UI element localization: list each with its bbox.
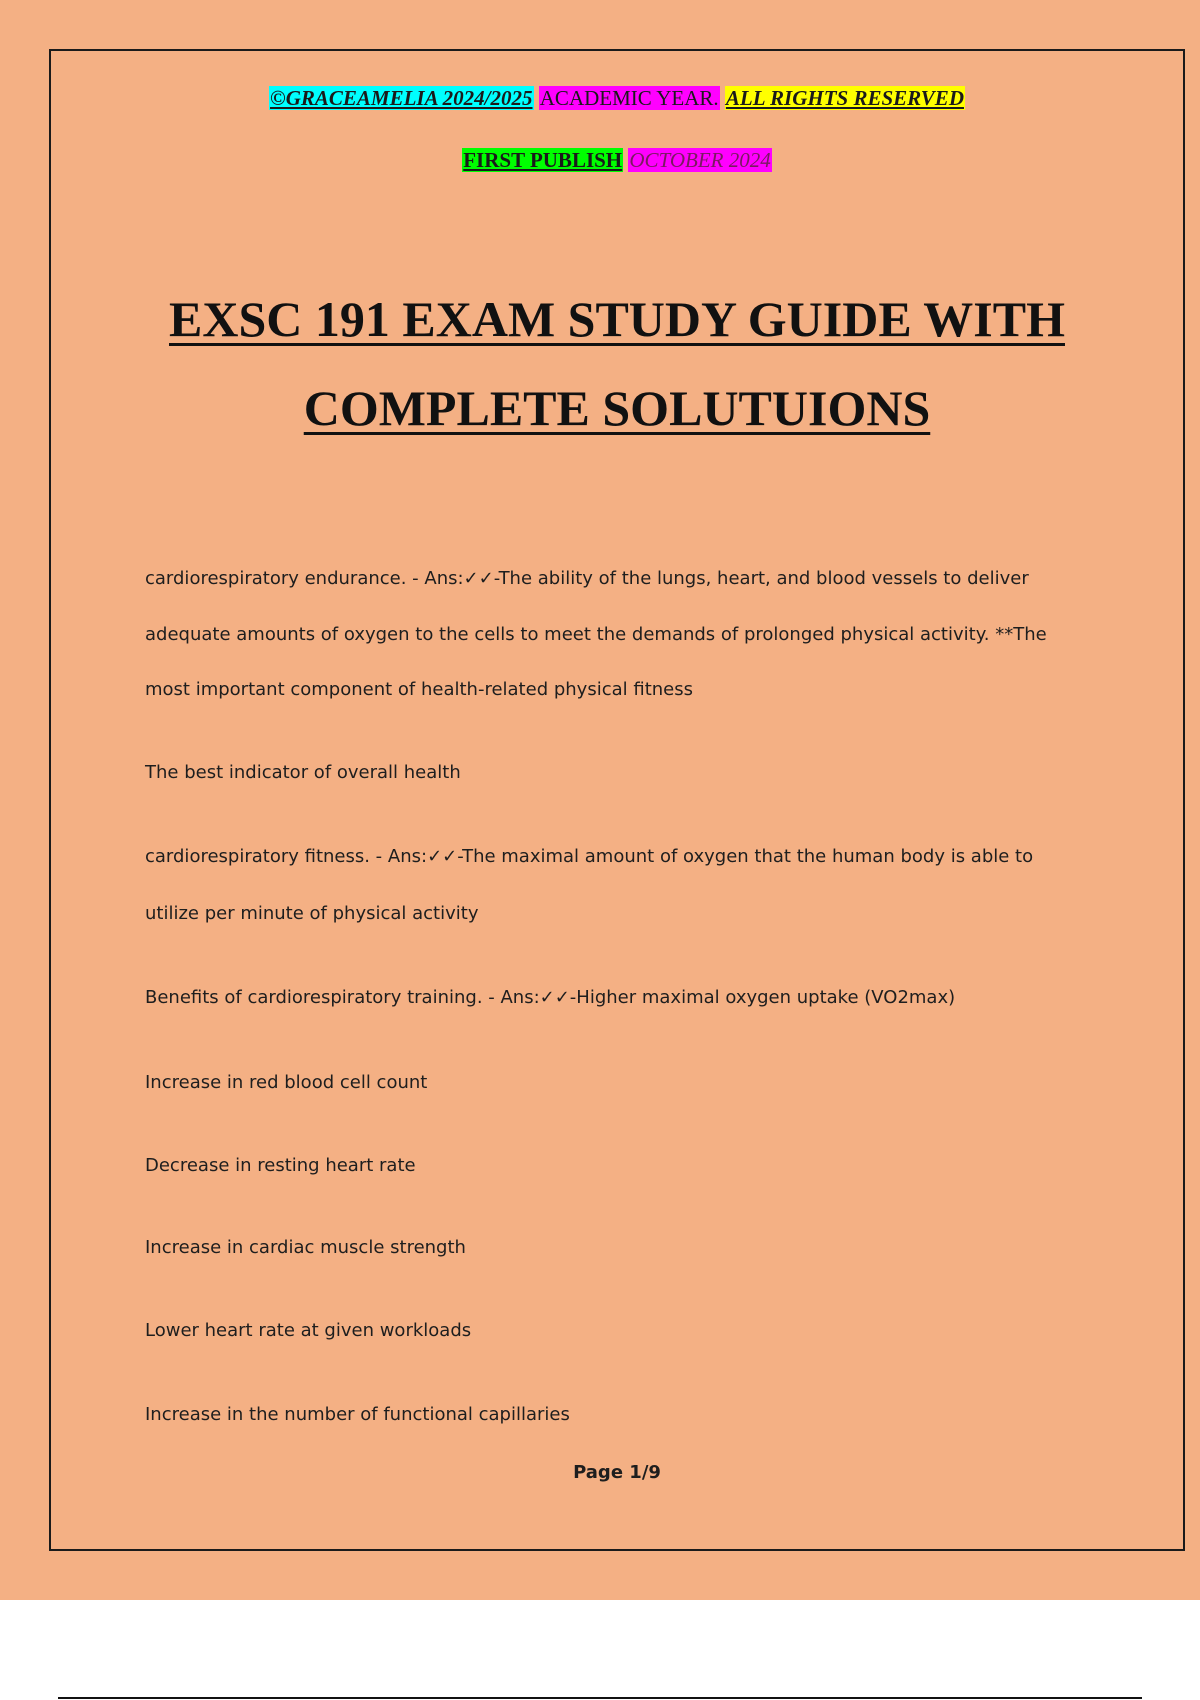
first-publish-text: FIRST PUBLISH: [463, 148, 623, 172]
body-line: Increase in red blood cell count: [145, 1072, 428, 1093]
body-line: Benefits of cardiorespiratory training. - Ans:✓✓-Higher maximal oxygen uptake (VO2max): [145, 987, 956, 1008]
body-line: cardiorespiratory fitness. - Ans:✓✓-The maximal amount of oxygen that the human body is able to: [145, 846, 1034, 867]
publish-header: [49, 147, 1185, 173]
page-number: Page 1/9: [573, 1462, 661, 1483]
body-line: Decrease in resting heart rate: [145, 1155, 416, 1176]
body-line: Increase in the number of functional capillaries: [145, 1404, 570, 1425]
body-line: utilize per minute of physical activity: [145, 903, 479, 924]
copyright-header: [49, 85, 1185, 111]
document-title-line-1: EXSC 191 EXAM STUDY GUIDE WITH: [169, 291, 1065, 347]
body-line: Lower heart rate at given workloads: [145, 1320, 472, 1341]
copyright-text: ©GRACEAMELIA 2024/2025: [270, 86, 533, 110]
body-line: Increase in cardiac muscle strength: [145, 1237, 466, 1258]
publish-date-text: OCTOBER 2024: [629, 148, 771, 172]
document-title-line-2: COMPLETE SOLUTUIONS: [303, 380, 931, 436]
bottom-divider: [58, 1697, 1142, 1699]
body-line: The best indicator of overall health: [145, 762, 461, 783]
body-line: most important component of health-related physical fitness: [145, 679, 693, 700]
rights-reserved-text: ALL RIGHTS RESERVED: [725, 86, 964, 110]
academic-year-text: ACADEMIC YEAR.: [539, 86, 719, 110]
body-line: cardiorespiratory endurance. - Ans:✓✓-The ability of the lungs, heart, and blood vessels to deliver: [145, 568, 1029, 589]
body-line: adequate amounts of oxygen to the cells to meet the demands of prolonged physical activity. **The: [145, 624, 1047, 645]
